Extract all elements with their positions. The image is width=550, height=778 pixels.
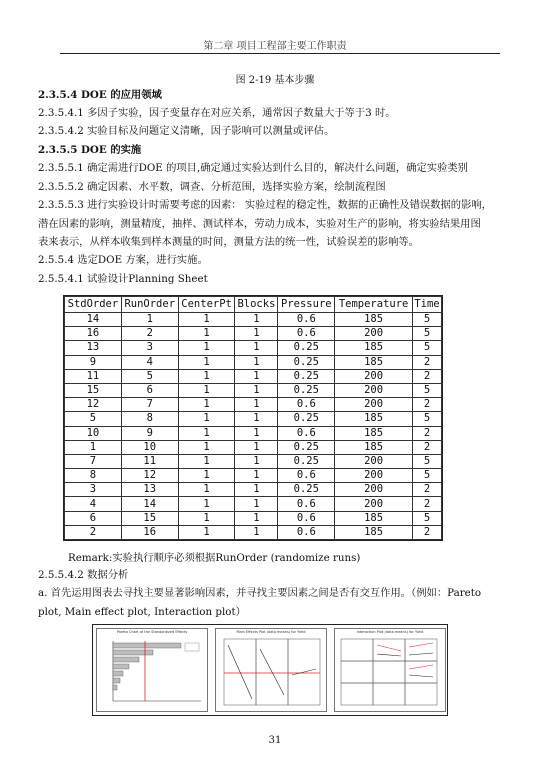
table-cell: 0.25 xyxy=(278,383,335,397)
table-cell: 2 xyxy=(412,398,441,412)
table-row xyxy=(65,483,442,497)
table-cell: 1 xyxy=(178,440,235,454)
table-row xyxy=(65,412,442,426)
column-header: Temperature xyxy=(335,297,413,313)
table-cell: 0.6 xyxy=(278,511,335,525)
table-cell: 0.6 xyxy=(278,398,335,412)
table-cell: 1 xyxy=(235,426,278,440)
table-cell: 1 xyxy=(178,398,235,412)
table-cell: 1 xyxy=(178,327,235,341)
section-heading-doe-application: 2.3.5.4 DOE 的应用领域 xyxy=(38,89,162,101)
table-cell: 12 xyxy=(65,398,122,412)
table-cell: 185 xyxy=(335,440,413,454)
table-cell: 5 xyxy=(412,454,441,468)
table-cell: 1 xyxy=(178,369,235,383)
column-header: StdOrder xyxy=(65,297,122,313)
table-cell: 1 xyxy=(65,440,122,454)
table-cell: 4 xyxy=(65,497,122,511)
table-cell: 5 xyxy=(65,412,122,426)
table-cell: 0.6 xyxy=(278,313,335,327)
table-cell: 5 xyxy=(412,341,441,355)
table-cell: 1 xyxy=(178,511,235,525)
table-cell: 1 xyxy=(178,483,235,497)
table-cell: 1 xyxy=(178,355,235,369)
table-cell: 3 xyxy=(121,341,178,355)
table-cell: 1 xyxy=(178,313,235,327)
table-cell: 200 xyxy=(335,497,413,511)
table-row xyxy=(65,313,442,327)
table-cell: 1 xyxy=(178,426,235,440)
table-cell: 185 xyxy=(335,341,413,355)
table-cell: 5 xyxy=(412,469,441,483)
figure-caption: 图 2-19 基本步骤 xyxy=(235,75,315,86)
analysis-text-line1: a. 首先运用图表去寻找主要显著影响因素，并寻找主要因素之间是否有交互作用。（例如：Pareto xyxy=(38,587,482,599)
table-cell: 0.25 xyxy=(278,341,335,355)
table-cell: 200 xyxy=(335,454,413,468)
table-cell: 5 xyxy=(412,327,441,341)
pareto-chart-graphic xyxy=(97,629,207,711)
table-cell: 6 xyxy=(65,511,122,525)
paragraph-2-3-5-5-3-line1: 2.3.5.5.3 进行实验设计时需要考虑的因素： 实验过程的稳定性，数据的正确性及错误数据的影响， xyxy=(38,199,492,211)
table-cell: 14 xyxy=(121,497,178,511)
table-cell: 185 xyxy=(335,355,413,369)
table-cell: 0.25 xyxy=(278,355,335,369)
table-cell: 2 xyxy=(412,355,441,369)
table-row xyxy=(65,454,442,468)
table-cell: 16 xyxy=(121,525,178,539)
column-header: Blocks xyxy=(235,297,278,313)
table-cell: 2 xyxy=(121,327,178,341)
table-row xyxy=(65,341,442,355)
table-row xyxy=(65,327,442,341)
table-cell: 1 xyxy=(235,398,278,412)
main-effects-graphic xyxy=(216,629,326,711)
table-cell: 0.25 xyxy=(278,412,335,426)
column-header: Time xyxy=(412,297,441,313)
table-cell: 1 xyxy=(235,454,278,468)
table-cell: 1 xyxy=(235,525,278,539)
interaction-plot-figure xyxy=(334,628,446,712)
interaction-plot-title: Interaction Plot (data means) for Yield xyxy=(356,630,424,634)
table-cell: 1 xyxy=(235,412,278,426)
table-row xyxy=(65,525,442,539)
table-cell: 15 xyxy=(65,383,122,397)
table-cell: 0.25 xyxy=(278,369,335,383)
column-header: Pressure xyxy=(278,297,335,313)
table-cell: 185 xyxy=(335,313,413,327)
table-row xyxy=(65,497,442,511)
table-cell: 2 xyxy=(412,497,441,511)
table-row xyxy=(65,383,442,397)
table-cell: 9 xyxy=(65,355,122,369)
paragraph-2-3-5-4-1: 2.3.5.4.1 多因子实验，因子变量存在对应关系，通常因子数量大于等于3 时。 xyxy=(38,107,396,119)
paragraph-2-3-5-5-3-line2: 潜在因素的影响，测量精度，抽样、测试样本，劳动力成本，实验对生产的影响，将实验结果用图 xyxy=(38,218,481,230)
remark-note: Remark:实验执行顺序必须根据RunOrder (randomize runs) xyxy=(68,552,361,564)
paragraph-2-5-5-4: 2.5.5.4 选定DOE 方案，进行实施。 xyxy=(38,254,208,266)
table-cell: 0.6 xyxy=(278,426,335,440)
paragraph-2-3-5-5-3-line3: 表来表示，从样本收集到样本测量的时间，测量方法的统一性，试验误差的影响等。 xyxy=(38,236,419,248)
table-cell: 5 xyxy=(412,383,441,397)
table-cell: 7 xyxy=(65,454,122,468)
table-cell: 15 xyxy=(121,511,178,525)
table-cell: 0.6 xyxy=(278,327,335,341)
table-cell: 2 xyxy=(412,440,441,454)
main-effects-title: Main Effects Plot (data means) for Yield xyxy=(236,630,306,634)
table-cell: 6 xyxy=(121,383,178,397)
table-cell: 2 xyxy=(412,369,441,383)
table-row xyxy=(65,440,442,454)
table-cell: 10 xyxy=(65,426,122,440)
table-cell: 5 xyxy=(412,313,441,327)
table-cell: 11 xyxy=(121,454,178,468)
table-cell: 12 xyxy=(121,469,178,483)
table-row xyxy=(65,469,442,483)
table-body xyxy=(65,313,442,540)
table-cell: 16 xyxy=(65,327,122,341)
table-cell: 200 xyxy=(335,383,413,397)
table-cell: 185 xyxy=(335,426,413,440)
table-cell: 1 xyxy=(235,483,278,497)
table-cell: 200 xyxy=(335,369,413,383)
table-cell: 0.25 xyxy=(278,483,335,497)
paragraph-2-3-5-4-2: 2.3.5.4.2 实验目标及问题定义清晰，因子影响可以测量或评估。 xyxy=(38,125,335,137)
planning-sheet-table xyxy=(63,295,443,541)
table-cell: 2 xyxy=(412,426,441,440)
header-divider xyxy=(60,53,500,54)
table-cell: 1 xyxy=(235,469,278,483)
paragraph-2-3-5-5-2: 2.3.5.5.2 确定因素、水平数，调查、分析范围，选择实验方案，绘制流程图 xyxy=(38,181,386,193)
main-effects-figure xyxy=(215,628,327,712)
table-cell: 185 xyxy=(335,525,413,539)
table-cell: 1 xyxy=(121,313,178,327)
table-cell: 9 xyxy=(121,426,178,440)
analysis-text-line2: plot, Main effect plot, Interaction plot） xyxy=(38,606,246,618)
page-number: 31 xyxy=(268,735,282,746)
table-cell: 1 xyxy=(235,341,278,355)
table-cell: 1 xyxy=(235,440,278,454)
table-cell: 13 xyxy=(65,341,122,355)
table-cell: 14 xyxy=(65,313,122,327)
table-row xyxy=(65,511,442,525)
paragraph-2-5-5-4-1: 2.5.5.4.1 试验设计Planning Sheet xyxy=(38,273,208,285)
table-cell: 0.25 xyxy=(278,440,335,454)
table-cell: 1 xyxy=(235,313,278,327)
table-cell: 13 xyxy=(121,483,178,497)
table-cell: 1 xyxy=(178,469,235,483)
table-cell: 7 xyxy=(121,398,178,412)
table-cell: 1 xyxy=(178,525,235,539)
table-cell: 1 xyxy=(178,341,235,355)
paragraph-2-3-5-5-1: 2.3.5.5.1 确定需进行DOE 的项目,确定通过实验达到什么目的，解决什么问题，确定实验类别 xyxy=(38,162,468,174)
table-cell: 0.6 xyxy=(278,469,335,483)
table-cell: 185 xyxy=(335,412,413,426)
table-row xyxy=(65,369,442,383)
table-cell: 1 xyxy=(178,454,235,468)
pareto-chart-title: Pareto Chart of the Standardized Effects xyxy=(116,630,188,634)
table-row xyxy=(65,398,442,412)
table-cell: 200 xyxy=(335,327,413,341)
interaction-plot-graphic xyxy=(335,629,445,711)
table-row xyxy=(65,355,442,369)
table-cell: 200 xyxy=(335,398,413,412)
table-cell: 1 xyxy=(235,383,278,397)
table-cell: 1 xyxy=(235,511,278,525)
table-header-row xyxy=(65,297,442,313)
table-cell: 5 xyxy=(412,412,441,426)
column-header: RunOrder xyxy=(121,297,178,313)
table-cell: 0.25 xyxy=(278,454,335,468)
table-cell: 1 xyxy=(178,497,235,511)
table-cell: 2 xyxy=(65,525,122,539)
column-header: CenterPt xyxy=(178,297,235,313)
table-cell: 200 xyxy=(335,483,413,497)
table-cell: 1 xyxy=(235,327,278,341)
table-cell: 1 xyxy=(235,355,278,369)
table-cell: 3 xyxy=(65,483,122,497)
table-cell: 5 xyxy=(121,369,178,383)
paragraph-2-5-5-4-2: 2.5.5.4.2 数据分析 xyxy=(38,569,129,581)
analysis-figures xyxy=(92,624,448,716)
table-cell: 1 xyxy=(235,497,278,511)
table-cell: 1 xyxy=(178,412,235,426)
table-cell: 185 xyxy=(335,511,413,525)
running-header: 第二章 项目工程部主要工作职责 xyxy=(203,41,347,52)
pareto-chart-figure xyxy=(96,628,208,712)
table-cell: 1 xyxy=(178,383,235,397)
table-cell: 0.6 xyxy=(278,525,335,539)
table-cell: 8 xyxy=(65,469,122,483)
table-cell: 10 xyxy=(121,440,178,454)
table-row xyxy=(65,426,442,440)
table-cell: 4 xyxy=(121,355,178,369)
table-cell: 11 xyxy=(65,369,122,383)
table-cell: 0.6 xyxy=(278,497,335,511)
table-cell: 200 xyxy=(335,469,413,483)
section-heading-doe-implementation: 2.3.5.5 DOE 的实施 xyxy=(38,144,142,156)
table-cell: 5 xyxy=(412,511,441,525)
table-cell: 8 xyxy=(121,412,178,426)
table-cell: 1 xyxy=(235,369,278,383)
table-cell: 2 xyxy=(412,525,441,539)
table-cell: 2 xyxy=(412,483,441,497)
